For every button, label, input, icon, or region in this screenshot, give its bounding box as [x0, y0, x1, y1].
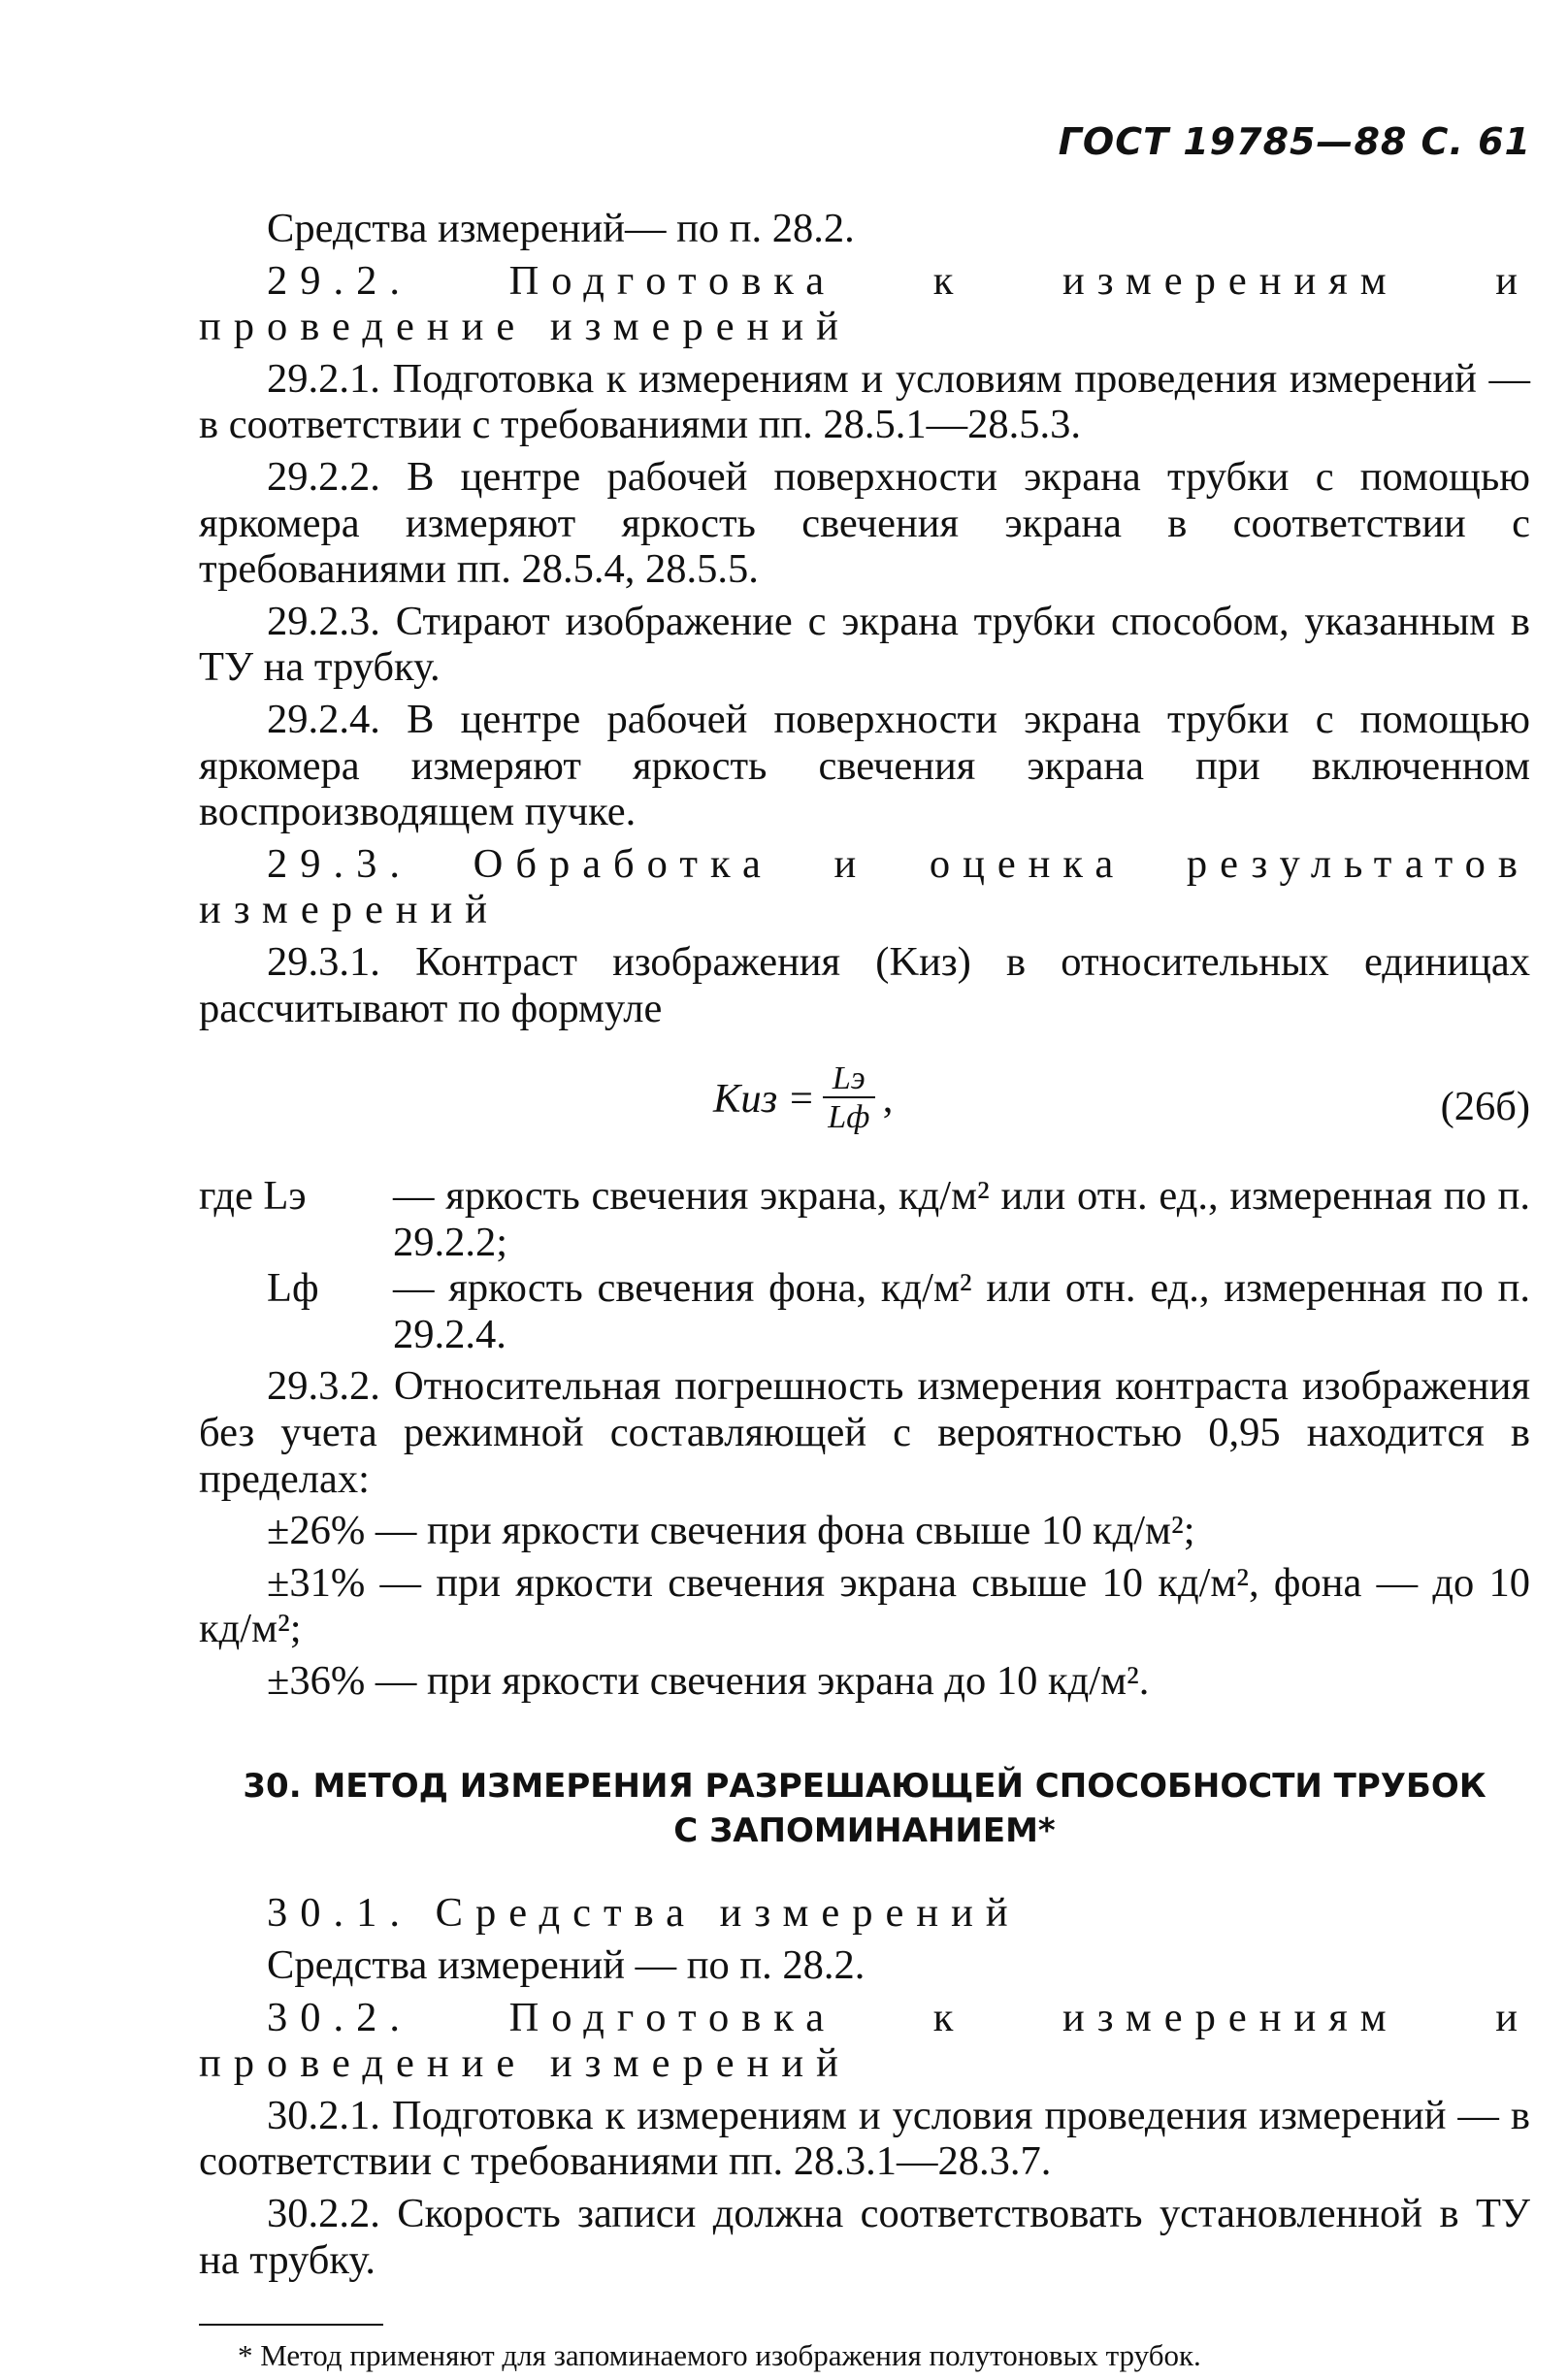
formula-number: (26б) [1440, 1084, 1530, 1130]
definition-item [199, 1173, 1530, 1265]
tolerance-item: ±26% — при яркости свечения фона свыше 10 кд/м²; [267, 1508, 1195, 1554]
subsection-heading: 30.1. Средства измерений [267, 1890, 1021, 1937]
formula-numerator: Lэ [823, 1060, 875, 1098]
definition-text: — яркость свечения экрана, кд/м² или отн. ед., измеренная по п. 29.2.2; [393, 1173, 1530, 1265]
definitions [199, 1173, 1530, 1357]
tolerance-item: ±36% — при яркости свечения экрана до 10 кд/м². [267, 1658, 1150, 1705]
subsection-heading: 30.2. Подготовка к измерениям и проведение измерений [199, 1994, 1530, 2087]
section-title-line: 30. МЕТОД ИЗМЕРЕНИЯ РАЗРЕШАЮЩЕЙ СПОСОБНОСТИ ТРУБОК [243, 1766, 1486, 1806]
formula-comma: , [882, 1076, 894, 1123]
paragraph: 29.3.1. Контраст изображения (Kиз) в относительных единицах рассчитывают по формуле [199, 938, 1530, 1031]
paragraph: 29.2.4. В центре рабочей поверхности экрана трубки с помощью яркомера измеряют яркость свечения экрана при включенном воспроизводящем пучке. [199, 696, 1530, 835]
footnote: * Метод применяют для запоминаемого изображения полутоновых трубок. [238, 2338, 1201, 2373]
paragraph: Средства измерений— по п. 28.2. [267, 206, 855, 251]
paragraph: 29.2.1. Подготовка к измерениям и условиям проведения измерений — в соответствии с требованиями пп. 28.5.1—28.5.3. [199, 355, 1530, 448]
section-title [199, 1765, 1530, 1854]
paragraph: 29.2.3. Стирают изображение с экрана трубки способом, указанным в ТУ на трубку. [199, 598, 1530, 691]
definition-item [199, 1265, 1530, 1357]
document-body [199, 206, 1530, 2379]
definition-symbol: где Lэ [199, 1173, 307, 1220]
footnote-divider [199, 2324, 383, 2326]
section-title-line: С ЗАПОМИНАНИЕМ* [673, 1810, 1056, 1850]
subsection-heading: 29.3. Обработка и оценка результатов измерений [199, 840, 1530, 933]
paragraph: 30.2.1. Подготовка к измерениям и условия проведения измерений — в соответствии с требованиями пп. 28.3.1—28.3.7. [199, 2092, 1530, 2185]
formula-lhs: Kиз [713, 1076, 778, 1123]
tolerance-item: ±31% — при яркости свечения экрана свыше 10 кд/м², фона — до 10 кд/м²; [199, 1559, 1530, 1652]
formula-block [199, 1060, 1530, 1161]
paragraph: 30.2.2. Скорость записи должна соответствовать установленной в ТУ на трубку. [199, 2190, 1530, 2283]
paragraph: Средства измерений — по п. 28.2. [267, 1942, 866, 1988]
definition-text: — яркость свечения фона, кд/м² или отн. ед., измеренная по п. 29.2.4. [393, 1265, 1530, 1357]
subsection-heading: 29.2. Подготовка к измерениям и проведение измерений [199, 257, 1530, 350]
page-header: ГОСТ 19785—88 С. 61 [1058, 120, 1531, 163]
definition-symbol: Lф [267, 1265, 319, 1312]
formula-denominator: Lф [828, 1099, 870, 1136]
formula-equals: = [787, 1076, 815, 1123]
formula-fraction [823, 1060, 875, 1138]
paragraph: 29.2.2. В центре рабочей поверхности экрана трубки с помощью яркомера измеряют яркость свечения экрана в соответствии с требованиями пп. 28.5.4, 28.5.5. [199, 453, 1530, 593]
paragraph: 29.3.2. Относительная погрешность измерения контраста изображения без учета режимной составляющей с вероятностью 0,95 находится в пределах: [199, 1363, 1530, 1502]
formula [713, 1060, 893, 1138]
